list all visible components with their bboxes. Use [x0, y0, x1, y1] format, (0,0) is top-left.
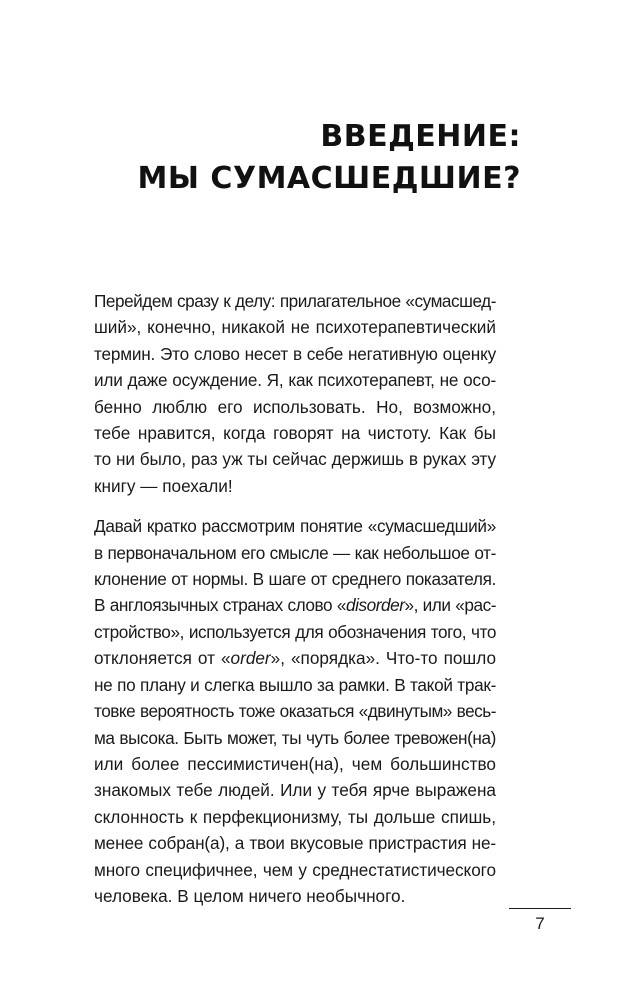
text-line: ма высока. Быть может, ты чуть более тревожен(на)	[94, 727, 496, 748]
page-number: 7	[535, 914, 545, 933]
chapter-title-line-2: МЫ СУМАСШЕДШИЕ?	[137, 161, 521, 197]
text-line: склонность к перфекционизму, ты дольше спишь,	[94, 806, 496, 827]
text-line: тебе нравится, когда говорят на чистоту. Как бы	[94, 423, 496, 444]
text-line: клонение от нормы. В шаге от среднего показателя.	[94, 569, 496, 590]
text-line: Давай кратко рассмотрим понятие «сумасшедший»	[94, 516, 496, 537]
text-line: Перейдем сразу к делу: прилагательное «сумасшед-	[94, 291, 496, 311]
text-line: стройство», используется для обозначения того, что	[94, 621, 496, 642]
text-line: не по плану и слегка вышло за рамки. В такой трак-	[94, 674, 496, 695]
text-line: ший», конечно, никакой не психотерапевтический	[94, 317, 496, 338]
body-text	[94, 288, 496, 909]
text-line: товке вероятность тоже оказаться «двинутым» весь-	[94, 701, 496, 722]
text-line: или более пессимистичен(на), чем большинство	[94, 753, 496, 774]
text-line: отклоняется от «order», «порядка». Что-то пошло	[94, 648, 496, 669]
foreign-term: disorder	[345, 595, 405, 616]
text-line: бенно люблю его использовать. Но, возможно,	[94, 396, 496, 417]
paragraph-2	[94, 513, 496, 909]
text-line: В англоязычных странах слово «disorder», или «рас-	[94, 595, 496, 616]
text-line: то ни было, раз уж ты сейчас держишь в руках эту	[94, 449, 496, 470]
foreign-term: order	[230, 648, 271, 669]
text-line: менее собран(а), а твои вкусовые пристрастия не-	[94, 833, 496, 854]
text-line: человека. В целом ничего необычного.	[94, 885, 406, 906]
page-number-rule	[509, 908, 571, 909]
text-line: много специфичнее, чем у среднестатистического	[94, 859, 496, 880]
text-line: книгу — поехали!	[94, 475, 233, 496]
text-line: в первоначальном его смысле — как небольшое от-	[94, 542, 496, 563]
chapter-title	[138, 116, 521, 200]
text-line: термин. Это слово несет в себе негативную оценку	[94, 343, 496, 364]
text-line: знакомых тебе людей. Или у тебя ярче выражена	[94, 780, 496, 801]
text-line: или даже осуждение. Я, как психотерапевт, не осо-	[94, 370, 496, 391]
chapter-title-line-1: ВВЕДЕНИЕ:	[320, 119, 521, 155]
paragraph-1	[94, 288, 496, 499]
